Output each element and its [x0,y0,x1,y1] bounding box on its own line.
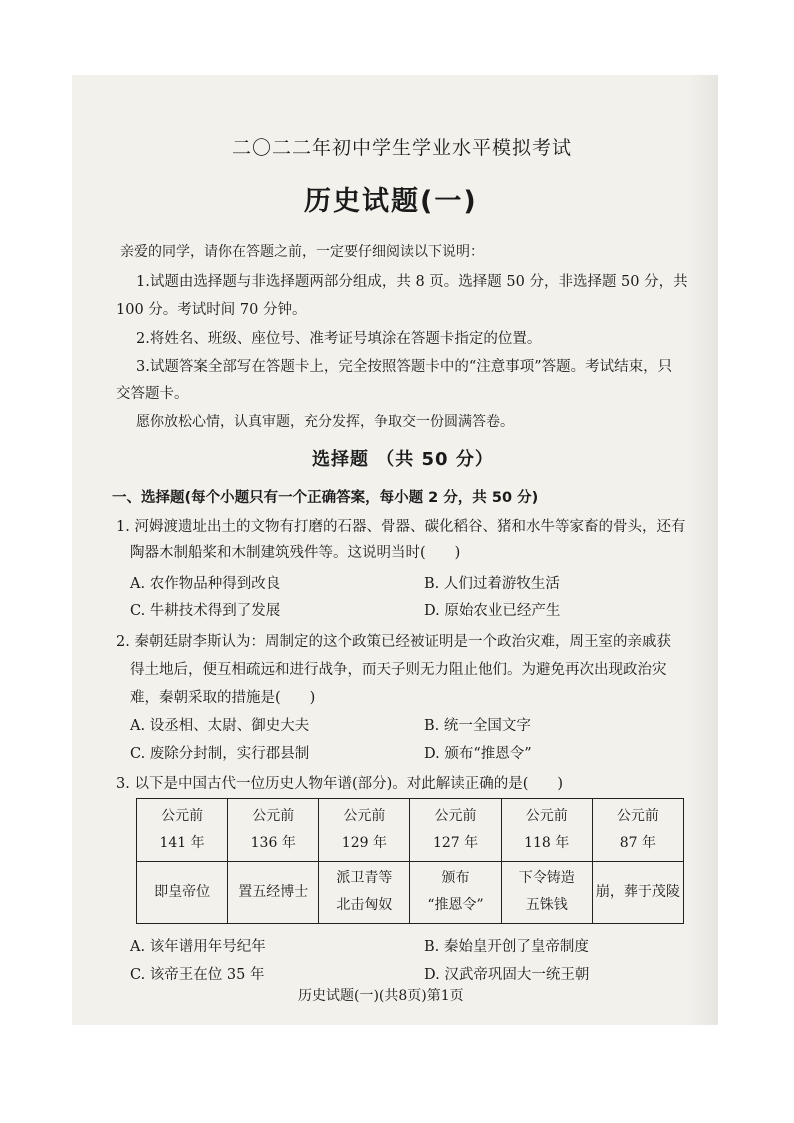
instructions-greeting: 亲爱的同学，请你在答题之前，一定要仔细阅读以下说明： [120,244,484,260]
q1-option-d: D. 原始农业已经产生 [424,603,561,619]
q2-option-c: C. 废除分封制，实行郡县制 [130,746,310,762]
q1-option-b: B. 人们过着游牧生活 [424,576,560,592]
paper-shadow [688,75,718,1025]
table-row-years [137,799,684,862]
table-cell: 公元前 127 年 [410,799,501,862]
exam-paper [72,75,718,1025]
chronology-table [136,798,684,924]
q2-stem-line-3: 难，秦朝采取的措施是( ) [130,690,316,706]
q3-option-b: B. 秦始皇开创了皇帝制度 [424,939,589,955]
q3-option-d: D. 汉武帝巩固大一统王朝 [424,967,590,983]
q1-stem-line-2: 陶器木制船桨和木制建筑残件等。这说明当时( ) [130,545,461,561]
instruction-3-line-1: 3.试题答案全部写在答题卡上，完全按照答题卡中的“注意事项”答题。考试结束，只 [136,359,673,375]
table-cell: 公元前 141 年 [137,799,228,862]
table-cell: 公元前 136 年 [228,799,319,862]
instructions-wish: 愿你放松心情，认真审题，充分发挥，争取交一份圆满答卷。 [136,414,514,430]
instruction-3-line-2: 交答题卡。 [116,386,189,402]
table-row-events [137,861,684,924]
exam-name: 二〇二二年初中学生学业水平模拟考试 [232,137,573,159]
q2-option-a: A. 设丞相、太尉、御史大夫 [130,718,310,734]
q2-stem-line-2: 得土地后，便互相疏远和进行战争，而天子则无力阻止他们。为避免再次出现政治灾 [130,662,667,678]
table-cell: 颁布 “推恩令” [410,861,501,924]
q2-option-b: B. 统一全国文字 [424,718,531,734]
q2-stem-line-1: 2. 秦朝廷尉李斯认为：周制定的这个政策已经被证明是一个政治灾难，周王室的亲戚获 [116,634,671,650]
q2-option-d: D. 颁布“推恩令” [424,746,532,762]
section-intro: 一、选择题(每个小题只有一个正确答案，每小题 2 分，共 50 分) [112,490,539,506]
table-cell: 置五经博士 [228,861,319,924]
table-cell: 下令铸造 五铢钱 [501,861,592,924]
q1-stem-line-1: 1. 河姆渡遗址出土的文物有打磨的石器、骨器、碳化稻谷、猪和水牛等家畜的骨头，还有 [116,519,686,535]
q3-option-c: C. 该帝王在位 35 年 [130,967,265,983]
table-cell: 公元前 129 年 [319,799,410,862]
section-title: 选择题 （共 50 分） [312,449,494,470]
table-cell: 派卫青等 北击匈奴 [319,861,410,924]
q1-option-a: A. 农作物品种得到改良 [130,576,281,592]
instruction-1-line-2: 100 分。考试时间 70 分钟。 [116,302,307,318]
page-footer: 历史试题(一)(共8页)第1页 [298,988,464,1004]
table-cell: 公元前 87 年 [592,799,683,862]
q3-stem: 3. 以下是中国古代一位历史人物年谱(部分)。对此解读正确的是( ) [116,776,564,792]
table-cell: 崩，葬于茂陵 [592,861,683,924]
table-cell: 公元前 118 年 [501,799,592,862]
subject-title: 历史试题(一) [304,186,478,217]
q1-option-c: C. 牛耕技术得到了发展 [130,603,281,619]
instruction-2: 2.将姓名、班级、座位号、准考证号填涂在答题卡指定的位置。 [136,331,542,347]
q3-option-a: A. 该年谱用年号纪年 [130,939,266,955]
instruction-1-line-1: 1.试题由选择题与非选择题两部分组成，共 8 页。选择题 50 分，非选择题 50 分，共 [136,274,688,290]
table-cell: 即皇帝位 [137,861,228,924]
